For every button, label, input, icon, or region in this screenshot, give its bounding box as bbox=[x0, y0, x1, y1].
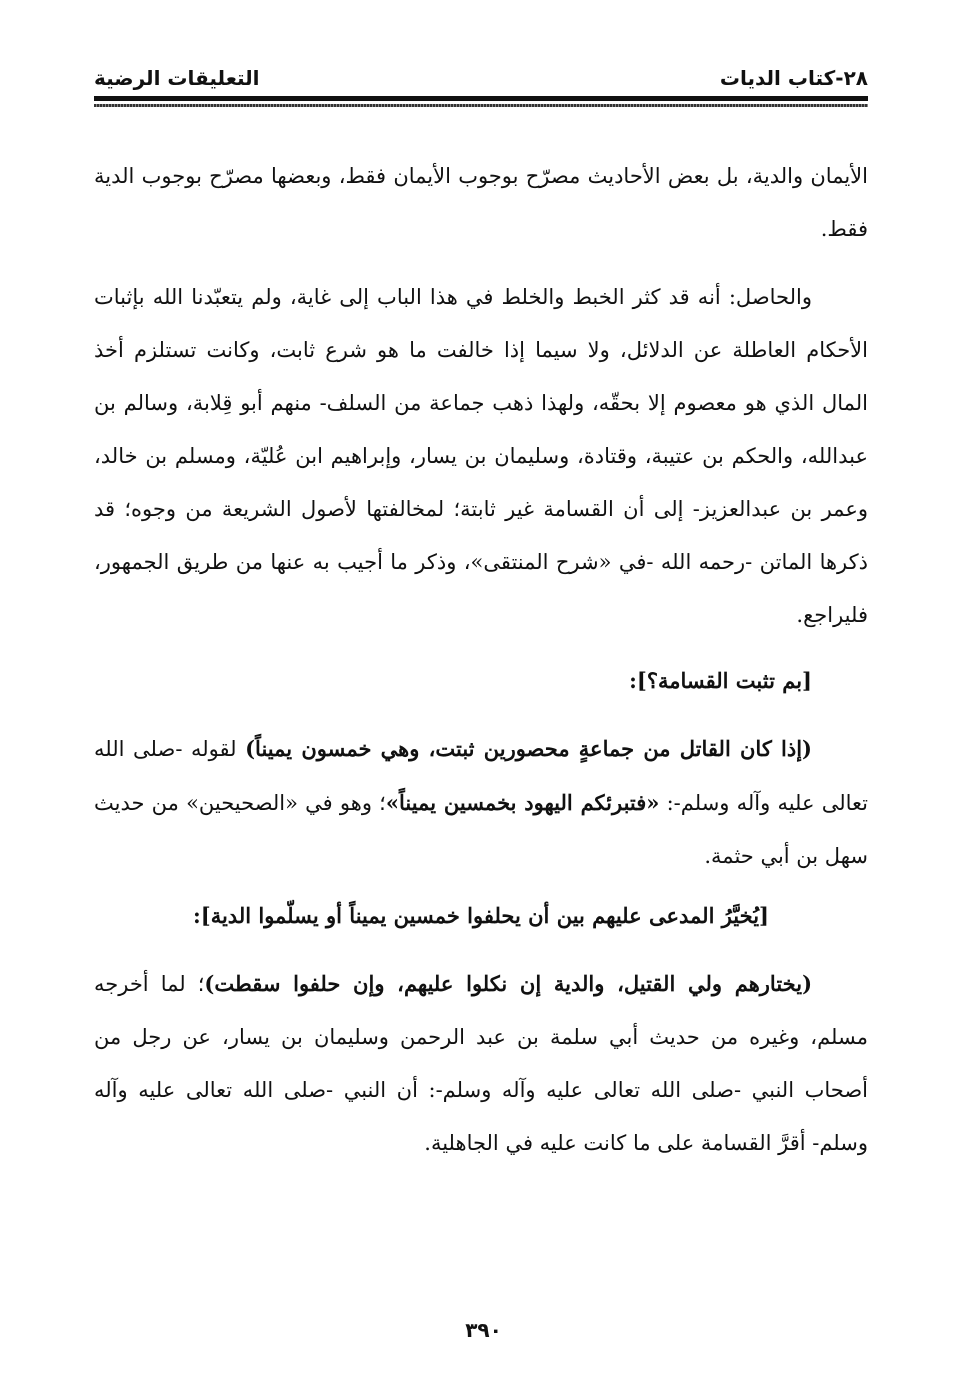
paragraph-2: والحاصل: أنه قد كثر الخبط والخلط في هذا الباب إلى غاية، ولم يتعبّدنا الله بإثبات الأحكام العاطلة عن الدلائل، ولا سيما إذا خالفت ما هو شرع ثابت، وكانت تستلزم أخذ المال الذي هو معصوم إلا بحقّه، ولهذا ذهب جماعة من السلف- منهم أبو قِلابة، وسالم بن عبدالله، والحكم بن عتيبة، وقتادة، وسليمان بن يسار، وإبراهيم ابن عُليّة، ومسلم بن خالد، وعمر بن عبدالعزيز- إلى أن القسامة غير ثابتة؛ لمخالفتها لأصول الشريعة من وجوه؛ قد ذكرها الماتن -رحمه الله -في «شرح المنتقى»، وذكر ما أجيب به عنها من طريق الجمهور، فليراجع. bbox=[94, 285, 868, 627]
paragraph-4-text: ؛ لما أخرجه مسلم، وغيره من حديث أبي سلمة بن عبد الرحمن وسليمان بن يسار، عن رجل من أصحاب النبي -صلى الله تعالى عليه وآله وسلم-: أن النبي -صلى الله تعالى عليه وآله وسلم- أقرَّ القسامة على ما كانت عليه في الجاهلية. bbox=[94, 972, 868, 1155]
header-rule-thin bbox=[94, 104, 868, 107]
paragraph-3-hadith: «فتبرئكم اليهود بخمسين يميناً» bbox=[385, 790, 660, 815]
header-rule-thick bbox=[94, 96, 868, 101]
book-title: التعليقات الرضية bbox=[94, 66, 260, 90]
section-heading-2: [يُخيَّرُ المدعى عليهم بين أن يحلفوا خمسين يميناً أو يسلّموا الدية]: bbox=[193, 903, 769, 928]
chapter-title: ٢٨-كتاب الديات bbox=[719, 66, 868, 90]
paragraph-3-text: لقوله -صلى الله تعالى عليه وآله وسلم-: bbox=[94, 737, 869, 815]
paragraph-1: الأيمان والدية، بل بعض الأحاديث مصرّح بوجوب الأيمان فقط، وبعضها مصرّح بوجوب الدية فقط. bbox=[94, 164, 868, 241]
paragraph-3 bbox=[94, 722, 868, 883]
paragraph-3-end: ؛ وهو في «الصحيحين» من حديث سهل بن أبي حثمة. bbox=[94, 791, 868, 868]
section-heading-1: [بم تثبت القسامة؟]: bbox=[629, 668, 812, 693]
running-header bbox=[94, 56, 868, 96]
paragraph-4 bbox=[94, 957, 868, 1170]
page-body bbox=[94, 150, 868, 1170]
page-number: ٣٩٠ bbox=[465, 1318, 502, 1342]
paragraph-3-matn: (إذا كان القاتل من جماعةٍ محصورين ثبتت، وهي خمسون يميناً) bbox=[245, 736, 812, 761]
paragraph-4-matn: (يختارهم ولي القتيل، والدية إن نكلوا عليهم، وإن حلفوا سقطت) bbox=[204, 971, 813, 996]
